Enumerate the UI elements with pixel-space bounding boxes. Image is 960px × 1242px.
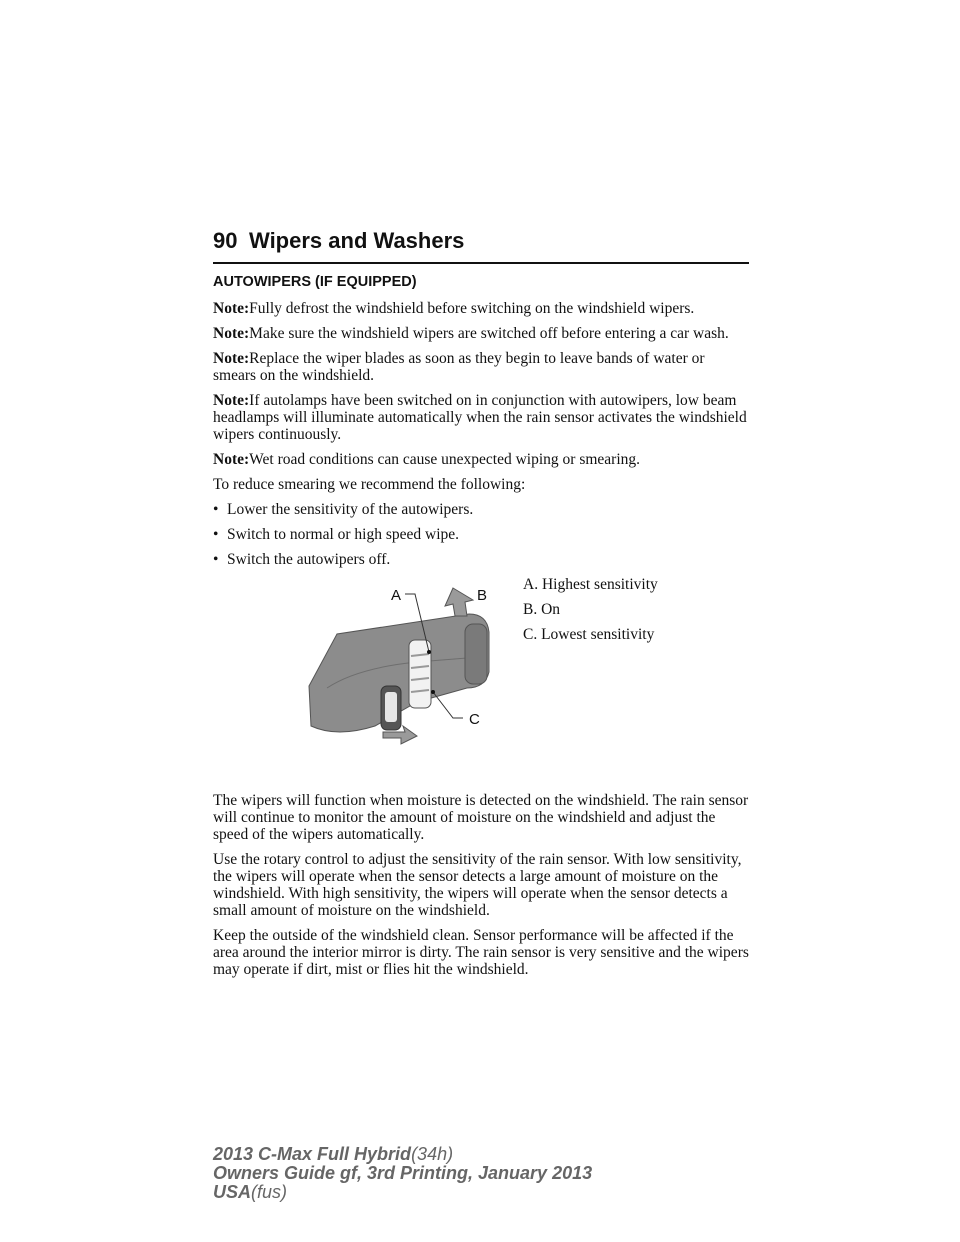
body-paragraph: The wipers will function when moisture is detected on the windshield. The rain sensor will continue to monitor the amount of moisture on the windshield and adjust the speed of the wipers automatically. [213, 792, 749, 843]
wiper-stalk-illustration [297, 576, 497, 746]
footer-line: 2013 C-Max Full Hybrid(34h) [213, 1144, 454, 1164]
section-heading: AUTOWIPERS (IF EQUIPPED) [213, 274, 417, 290]
note-text: If autolamps have been switched on in conjunction with autowipers, low beam headlamps will illuminate automatically when the rain sensor activates the windshield wipers continuously. [213, 392, 747, 443]
footer-line: Owners Guide gf, 3rd Printing, January 2013 [213, 1163, 593, 1183]
note-text: Make sure the windshield wipers are switched off before entering a car wash. [249, 325, 729, 342]
legend-item: B. On [523, 601, 561, 618]
footer-line: USA(fus) [213, 1182, 288, 1202]
figure-row [213, 576, 749, 766]
note-3 [213, 350, 749, 384]
callout-b: B [477, 587, 488, 604]
page-content [213, 274, 749, 986]
bullet-icon: • [213, 501, 219, 518]
bullet-icon: • [213, 526, 219, 543]
bullet-list [213, 501, 749, 568]
legend-item: A. Highest sensitivity [523, 576, 658, 593]
note-2 [213, 325, 749, 342]
note-1 [213, 300, 749, 317]
callout-c: C [469, 711, 480, 728]
page-footer [213, 1145, 592, 1202]
list-item: • Switch the autowipers off. [213, 551, 391, 568]
note-label: Note: [213, 451, 250, 468]
note-text: Wet road conditions can cause unexpected wiping or smearing. [249, 451, 641, 468]
list-item: • Switch to normal or high speed wipe. [213, 526, 460, 543]
note-label: Note: [213, 350, 250, 367]
note-5 [213, 451, 749, 468]
note-label: Note: [213, 325, 250, 342]
note-label: Note: [213, 300, 250, 317]
note-4 [213, 392, 749, 443]
body-paragraph: Use the rotary control to adjust the sensitivity of the rain sensor. With low sensitivity, the wipers will operate when the sensor detects a large amount of moisture on the windshield. With high sensitivity, the wipers will operate when the sensor detects a small amount of moisture on the windshield. [213, 851, 742, 919]
page-number: 90 [213, 228, 238, 253]
legend-item: C. Lowest sensitivity [523, 626, 655, 643]
body-paragraph: Keep the outside of the windshield clean. Sensor performance will be affected if the area around the interior mirror is dirty. The rain sensor is very sensitive and the wipers may operate if dirt, mist or flies hit the windshield. [213, 927, 749, 978]
note-label: Note: [213, 392, 250, 409]
list-item: • Lower the sensitivity of the autowipers. [213, 501, 474, 518]
page-header [213, 228, 749, 264]
figure-legend [523, 576, 658, 651]
intro-text: To reduce smearing we recommend the following: [213, 476, 526, 493]
bullet-icon: • [213, 551, 219, 568]
note-text: Fully defrost the windshield before switching on the windshield wipers. [249, 300, 695, 317]
callout-a: A [391, 587, 402, 604]
note-text: Replace the wiper blades as soon as they begin to leave bands of water or smears on the windshield. [213, 350, 705, 384]
page-title: Wipers and Washers [249, 228, 465, 253]
